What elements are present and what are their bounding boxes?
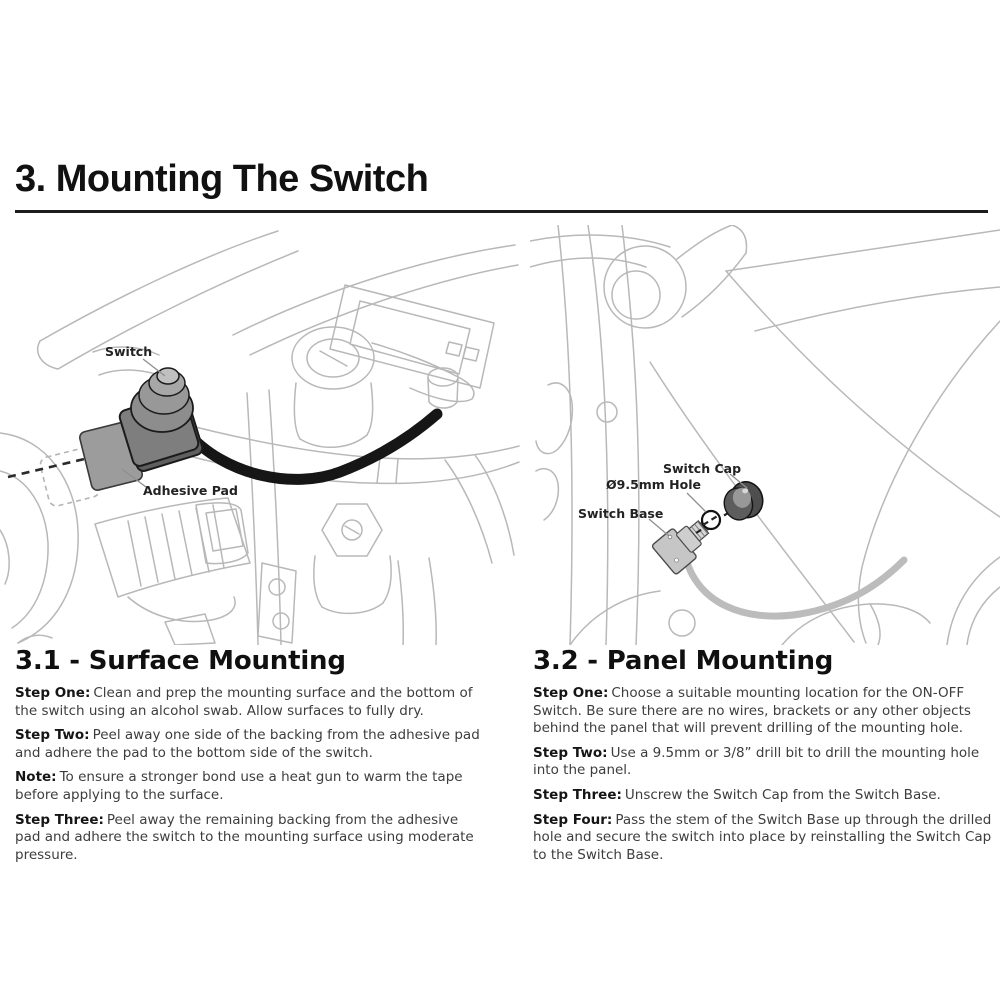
section-heading-surface: 3.1 - Surface Mounting xyxy=(15,646,346,676)
switch-cable-illustration xyxy=(186,414,437,479)
step-text: Choose a suitable mounting location for the ON-OFF Switch. Be sure there are no wires, brackets or any other objects behind the panel that will prevent drilling of the mounting hole. xyxy=(533,685,971,737)
step-text: Use a 9.5mm or 3/8” drill bit to drill the mounting hole into the panel. xyxy=(533,744,980,779)
step-text: Unscrew the Switch Cap from the Switch Base. xyxy=(624,786,941,803)
note-label: Note: xyxy=(15,769,57,786)
instructions-row xyxy=(15,646,995,871)
surface-mounting-diagram xyxy=(0,225,520,645)
hole-label: Ø9.5mm Hole xyxy=(606,477,701,492)
step-text: Pass the stem of the Switch Base up through the drilled hole and secure the switch into place by reinstalling the Switch Cap to the Switch Base. xyxy=(533,811,992,863)
adhesive-pad-label: Adhesive Pad xyxy=(143,483,238,498)
note-text: To ensure a stronger bond use a heat gun to warm the tape before applying to the surface. xyxy=(15,769,463,803)
line-art xyxy=(0,231,519,645)
section-panel-mounting xyxy=(533,646,995,871)
step-label: Step One: xyxy=(533,685,609,701)
page-title: 3. Mounting The Switch xyxy=(15,158,429,200)
switch-base-label: Switch Base xyxy=(578,506,664,521)
step-paragraph xyxy=(533,745,995,780)
step-paragraph xyxy=(15,727,483,762)
hole-leader-line xyxy=(687,493,706,512)
section-heading-panel: 3.2 - Panel Mounting xyxy=(533,646,834,676)
step-label: Step Three: xyxy=(533,786,622,803)
panel-mounting-diagram xyxy=(530,225,1000,645)
step-label: Step Four: xyxy=(533,811,613,828)
step-label: Step Three: xyxy=(15,811,104,828)
step-label: Step One: xyxy=(15,685,91,701)
step-label: Step Two: xyxy=(533,744,608,761)
section-surface-mounting xyxy=(15,646,483,871)
step-text: Peel away the remaining backing from the adhesive pad and adhere the switch to the mounting surface using moderate pressure. xyxy=(15,811,474,863)
diagrams-row xyxy=(0,225,1000,645)
switch-cap-label: Switch Cap xyxy=(663,461,742,476)
step-text: Peel away one side of the backing from the adhesive pad and adhere the pad to the bottom side of the switch. xyxy=(15,727,480,761)
step-text: Clean and prep the mounting surface and the bottom of the switch using an alcohol swab. Allow surfaces to fully dry. xyxy=(15,685,473,719)
step-paragraph xyxy=(533,787,995,805)
step-label: Step Two: xyxy=(15,727,90,744)
note-paragraph xyxy=(15,769,483,804)
title-divider xyxy=(15,210,988,213)
drill-hole-illustration xyxy=(702,511,720,529)
switch-base-leader-line xyxy=(649,519,669,536)
switch-illustration xyxy=(118,368,204,473)
step-paragraph xyxy=(15,812,483,865)
step-paragraph xyxy=(533,812,995,865)
switch-base-leader-dot xyxy=(668,535,672,539)
line-art xyxy=(530,225,1000,645)
step-paragraph xyxy=(533,685,995,738)
switch-label: Switch xyxy=(105,344,153,359)
step-paragraph xyxy=(15,685,483,720)
